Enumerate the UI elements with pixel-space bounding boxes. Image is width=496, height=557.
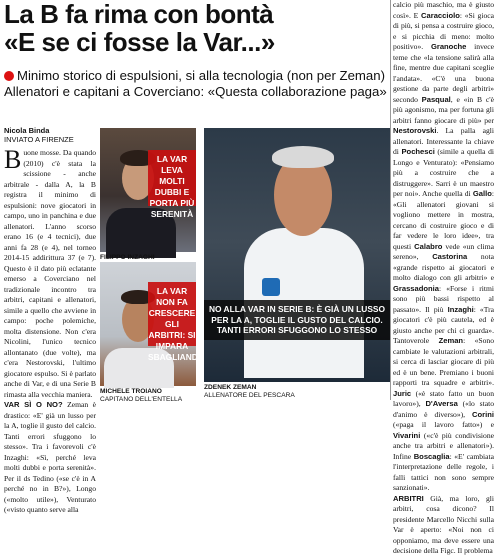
paragraph-text: : «Si gioca di più, si pensa a costruire gioco, e si picchia di meno: molto positivo». <box>393 10 495 51</box>
author-name: Nicola Binda <box>4 126 50 135</box>
person-name: Vivarini <box>393 430 421 440</box>
person-name: Castorina <box>432 252 468 261</box>
person-name: Nestorovski <box>393 126 437 135</box>
paragraph-text: : «Sono cambiate le valutazioni arbitrali, si cerca di lasciar giocare di più ed è un bene. Premiano i buoni rapporti tra squadre e arbitri». <box>393 336 494 387</box>
quote-caption-zeman: NO ALLA VAR IN SERIE B: È GIÀ UN LUSSO PER LA A, TOGLIE IL GUSTO DEL CALCIO. TANTI ERRORI SFUGGONO LO STESSO <box>204 300 390 340</box>
paragraph-text: nota «grande rispetto ai giocatori e molto dialogo con gli arbitri» e <box>393 252 494 282</box>
person-role: CAPITANO DELL'ENTELLA <box>100 396 183 403</box>
paragraph-text: , e «in B c'è più agonismo, ma per fortuna gli arbitri fanno giocare di più» per <box>393 94 494 125</box>
person-name: Pasqual <box>421 94 451 104</box>
paragraph-text: . La palla agli allenatori. Interessante la chiave di <box>393 126 494 156</box>
paragraph-text: : «E' cambiata l'interpretazione delle regole, i falli tattici non sono sempre sanzionati». <box>393 451 494 492</box>
quote-caption-troiano: LA VAR NON FA CRESCERE GLI ARBITRI: SI IMPARA SBAGLIANDO <box>148 282 196 346</box>
person-name: ZDENEK ZEMAN <box>204 384 257 391</box>
person-name: MICHELE TROIANO <box>100 388 162 395</box>
bullet-icon <box>4 71 14 81</box>
paragraph-text: («lo stato d'animo è diverso»), <box>393 399 495 419</box>
person-name: Juric <box>393 388 412 398</box>
headline-line-2: «E se ci fosse la Var...» <box>4 27 275 57</box>
paragraph-text: («è stato fatto un buon lavoro»), <box>393 388 494 408</box>
headline <box>4 0 388 56</box>
paragraph-text: : «Forse i ritmi sono più bassi rispetto al passato». Il più <box>393 283 494 314</box>
person-name: Inzaghi <box>447 304 474 314</box>
section-head-var: VAR SÌ O NO? <box>4 400 63 409</box>
paragraph-text: vede «un clima sereno», <box>393 241 494 261</box>
person-name: Grassadonia <box>393 283 440 293</box>
paragraph-text: (simile a quella di Longo e Venturato): «Pensiamo più a costruire che a distruggere». Sarri è un maestro per noi». Anche quella di <box>393 147 494 198</box>
portrait-hair <box>272 146 334 168</box>
subheadline <box>4 68 388 100</box>
team-crest-icon <box>262 278 280 296</box>
person-name: D'Aversa <box>425 399 458 408</box>
quote-caption-inzaghi: LA VAR LEVA MOLTI DUBBI E PORTA PIÙ SERENITÀ <box>148 150 196 206</box>
person-name: Caracciolo <box>421 10 460 20</box>
photo-label-troiano <box>100 388 196 404</box>
section-text-arbitri: Già, ma loro, gli arbitri, cosa dicono? Il presidente Marcello Nicchi sulla Var è aperto: «Noi non ci opponiamo, ma deve essere una decisione della Figc. Il problema <box>393 493 494 555</box>
headline-line-1: La B fa rima con bontà <box>4 0 274 29</box>
paragraph-text: calcio più maschio, ma è giusto così». E <box>393 0 494 20</box>
drop-cap: B <box>4 145 22 174</box>
person-name: Granoche <box>430 42 467 51</box>
article-left-column <box>4 145 96 514</box>
person-name: Calabro <box>414 241 443 251</box>
photo-zeman <box>204 128 390 382</box>
author-place: INVIATO A FIRENZE <box>4 135 74 144</box>
section-text-var: Zeman è drastico: «E' già un lusso per la A, toglie il gusto del calcio. Tanti errori sfuggono lo stesso». Tra i favorevoli c'è Inzaghi: «Sì, perché leva molti dubbi e porta serenità». Per il ds Tedino («se c'è in A perché no in B?»), Longo («molto utile»), Venturato («visto quanto serve alla <box>4 400 96 514</box>
subheadline-text: Minimo storico di espulsioni, si alla tecnologia (non per Zeman) Allenatori e capitani a Coverciano: «Questa collaborazione paga» <box>4 68 387 99</box>
paragraph-text: : «Gli allenatori giovani si vogliono mettere in mostra, cercano di costruire gioco e di far vedere le loro idee», tra questi <box>393 189 494 251</box>
person-name: Gallo <box>472 189 492 198</box>
article-intro: uone mosse. Da quando (2010) c'è stata la scissione - anche arbitrale - dalla A, la B registra il minimo di espulsioni: nove giocatori in campo, uno in panchina e due allenatori. L'anno scorso erano 16 (e 4 tecnici), due anni fa 28 (e 4), nel torneo 2014-15 addirittura 37 (e 7). Questo è il dato più eclatante emerso a Coverciano nel tradizionale incontro tra arbitri, capitani e allenatori, simile a quello che avviene in campo: poche polemiche, molta distensione. Non c'era Nicolini, l'unico tecnico allontanato (due volte), ma c'era Nestorovski, l'ultimo giocatore espulso. Si è parlato anche di Var, e di una Serie B rimasta alla vecchia maniera. <box>4 148 96 399</box>
person-name: Boscaglia <box>413 451 450 461</box>
byline <box>4 126 74 144</box>
photo-label-zeman <box>204 384 390 400</box>
column-divider <box>390 0 391 400</box>
article-right-column <box>393 0 495 555</box>
paragraph-text: («c'è più condivisione anche tra arbitri e allenatori»). Infine <box>393 430 494 461</box>
paragraph-text: invece teme che «la tensione salirà alla fine, mentre due capitani sceglie l'andata». «C'è una buona gestione da parte degli arbitri» secondo <box>393 42 494 104</box>
person-name: Corini <box>472 409 494 419</box>
paragraph-text: («paga il lavoro fatto») e <box>393 420 494 429</box>
person-name: FILIPPO INZAGHI <box>100 254 155 261</box>
section-head-arbitri: ARBITRI <box>393 493 424 503</box>
paragraph-text: : «Tra giocatori c'è più cautela, ed è giusto anche per chi ci guarda». Tantoverole <box>393 304 494 345</box>
person-name: Zeman <box>438 336 464 345</box>
person-role: ALLENATORE DEL PESCARA <box>204 392 295 399</box>
person-name: Pochesci <box>401 147 435 156</box>
